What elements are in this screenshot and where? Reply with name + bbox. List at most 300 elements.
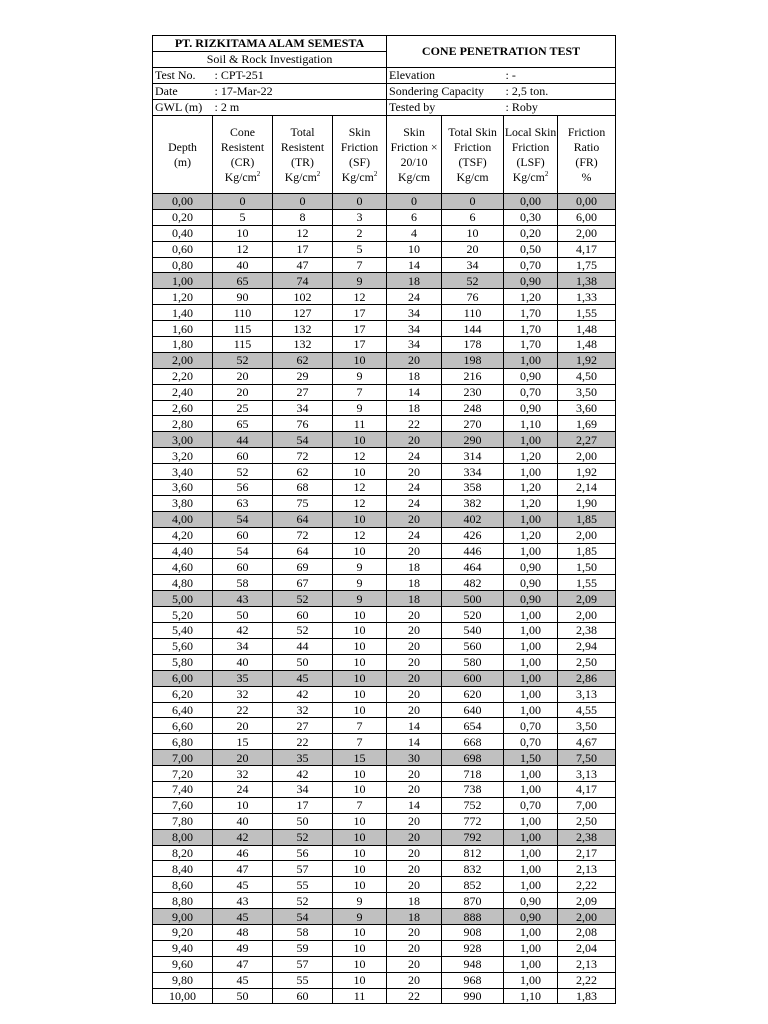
cell-total-resistent: 44 bbox=[273, 638, 333, 654]
table-row bbox=[153, 972, 616, 988]
cell-skin-friction: 10 bbox=[333, 924, 387, 940]
table-row bbox=[153, 956, 616, 972]
cell-total-skin-friction: 198 bbox=[442, 352, 504, 368]
table-row bbox=[153, 734, 616, 750]
table-row bbox=[153, 750, 616, 766]
cell-skin-friction-x2: 34 bbox=[387, 337, 442, 353]
cell-total-skin-friction: 540 bbox=[442, 623, 504, 639]
table-row bbox=[153, 813, 616, 829]
cell-skin-friction: 9 bbox=[333, 559, 387, 575]
cell-depth: 9,40 bbox=[153, 940, 213, 956]
cell-cone-resistent: 54 bbox=[213, 511, 273, 527]
table-row bbox=[153, 305, 616, 321]
table-row bbox=[153, 924, 616, 940]
cell-skin-friction: 10 bbox=[333, 432, 387, 448]
cell-skin-friction: 7 bbox=[333, 718, 387, 734]
cell-skin-friction: 10 bbox=[333, 511, 387, 527]
cell-total-resistent: 54 bbox=[273, 432, 333, 448]
table-row bbox=[153, 686, 616, 702]
cell-total-resistent: 52 bbox=[273, 829, 333, 845]
cell-total-resistent: 17 bbox=[273, 797, 333, 813]
cell-cone-resistent: 65 bbox=[213, 273, 273, 289]
cell-friction-ratio: 0,00 bbox=[558, 194, 616, 210]
cell-cone-resistent: 52 bbox=[213, 352, 273, 368]
cell-cone-resistent: 42 bbox=[213, 623, 273, 639]
cell-skin-friction-x2: 20 bbox=[387, 877, 442, 893]
cell-skin-friction: 12 bbox=[333, 448, 387, 464]
cell-friction-ratio: 1,85 bbox=[558, 511, 616, 527]
cell-skin-friction-x2: 18 bbox=[387, 273, 442, 289]
cell-total-skin-friction: 580 bbox=[442, 654, 504, 670]
cell-total-resistent: 27 bbox=[273, 384, 333, 400]
cell-skin-friction-x2: 24 bbox=[387, 448, 442, 464]
cell-skin-friction: 7 bbox=[333, 384, 387, 400]
cell-total-resistent: 0 bbox=[273, 194, 333, 210]
cell-local-skin-friction: 1,10 bbox=[504, 416, 558, 432]
cell-cone-resistent: 60 bbox=[213, 559, 273, 575]
cell-skin-friction: 3 bbox=[333, 209, 387, 225]
col-unit: $Kg/cm^2$ bbox=[341, 169, 378, 184]
cell-cone-resistent: 54 bbox=[213, 543, 273, 559]
cell-depth: 0,20 bbox=[153, 209, 213, 225]
cell-local-skin-friction: 0,50 bbox=[504, 241, 558, 257]
table-row bbox=[153, 527, 616, 543]
cell-skin-friction: 9 bbox=[333, 909, 387, 925]
cell-local-skin-friction: 0,20 bbox=[504, 225, 558, 241]
cell-total-skin-friction: 668 bbox=[442, 734, 504, 750]
cell-total-skin-friction: 76 bbox=[442, 289, 504, 305]
cell-local-skin-friction: 1,00 bbox=[504, 686, 558, 702]
cell-friction-ratio: 4,50 bbox=[558, 368, 616, 384]
cell-total-resistent: 59 bbox=[273, 940, 333, 956]
cell-cone-resistent: 60 bbox=[213, 527, 273, 543]
col-abbr: (TR) bbox=[291, 154, 314, 169]
cell-total-skin-friction: 738 bbox=[442, 781, 504, 797]
table-row bbox=[153, 464, 616, 480]
cell-skin-friction: 0 bbox=[333, 194, 387, 210]
table-row bbox=[153, 575, 616, 591]
table-row bbox=[153, 241, 616, 257]
cell-skin-friction-x2: 20 bbox=[387, 607, 442, 623]
cell-depth: 4,00 bbox=[153, 511, 213, 527]
table-row bbox=[153, 893, 616, 909]
cell-depth: 1,40 bbox=[153, 305, 213, 321]
cell-cone-resistent: 65 bbox=[213, 416, 273, 432]
cell-cone-resistent: 32 bbox=[213, 766, 273, 782]
col-abbr: (m) bbox=[173, 154, 192, 169]
cell-cone-resistent: 20 bbox=[213, 384, 273, 400]
cell-local-skin-friction: 1,20 bbox=[504, 480, 558, 496]
cell-local-skin-friction: 1,20 bbox=[504, 527, 558, 543]
cell-local-skin-friction: 1,00 bbox=[504, 813, 558, 829]
table-row bbox=[153, 877, 616, 893]
cell-friction-ratio: 3,50 bbox=[558, 384, 616, 400]
cell-cone-resistent: 20 bbox=[213, 368, 273, 384]
cell-depth: 6,80 bbox=[153, 734, 213, 750]
cell-depth: 8,20 bbox=[153, 845, 213, 861]
cell-local-skin-friction: 1,00 bbox=[504, 845, 558, 861]
cell-cone-resistent: 5 bbox=[213, 209, 273, 225]
cell-cone-resistent: 10 bbox=[213, 225, 273, 241]
col-abbr: (SF) bbox=[349, 154, 371, 169]
cell-skin-friction: 10 bbox=[333, 352, 387, 368]
cell-skin-friction-x2: 20 bbox=[387, 352, 442, 368]
cell-cone-resistent: 115 bbox=[213, 321, 273, 337]
cell-depth: 4,40 bbox=[153, 543, 213, 559]
col-abbr: (LSF) bbox=[516, 154, 545, 169]
col-name: Total Skin Friction bbox=[448, 124, 497, 154]
col-unit: $Kg/cm^2$ bbox=[512, 169, 549, 184]
table-row bbox=[153, 670, 616, 686]
elevation-value: : - bbox=[504, 68, 616, 84]
cell-total-skin-friction: 560 bbox=[442, 638, 504, 654]
cell-skin-friction: 9 bbox=[333, 591, 387, 607]
cell-depth: 2,40 bbox=[153, 384, 213, 400]
cell-friction-ratio: 2,00 bbox=[558, 909, 616, 925]
cell-depth: 3,60 bbox=[153, 480, 213, 496]
cell-skin-friction: 10 bbox=[333, 766, 387, 782]
cell-total-resistent: 50 bbox=[273, 813, 333, 829]
cell-cone-resistent: 50 bbox=[213, 988, 273, 1004]
capacity-value: : 2,5 ton. bbox=[504, 84, 616, 100]
cell-total-skin-friction: 812 bbox=[442, 845, 504, 861]
cell-local-skin-friction: 1,10 bbox=[504, 988, 558, 1004]
cell-local-skin-friction: 1,00 bbox=[504, 654, 558, 670]
cell-skin-friction: 11 bbox=[333, 416, 387, 432]
cell-skin-friction: 9 bbox=[333, 368, 387, 384]
cell-skin-friction-x2: 22 bbox=[387, 416, 442, 432]
cell-total-resistent: 22 bbox=[273, 734, 333, 750]
cell-local-skin-friction: 1,00 bbox=[504, 877, 558, 893]
cell-depth: 10,00 bbox=[153, 988, 213, 1004]
cell-friction-ratio: 2,27 bbox=[558, 432, 616, 448]
table-row bbox=[153, 940, 616, 956]
cell-total-resistent: 72 bbox=[273, 527, 333, 543]
cell-total-skin-friction: 640 bbox=[442, 702, 504, 718]
table-row bbox=[153, 702, 616, 718]
cell-local-skin-friction: 1,00 bbox=[504, 464, 558, 480]
cell-local-skin-friction: 0,90 bbox=[504, 591, 558, 607]
table-row bbox=[153, 543, 616, 559]
cell-total-skin-friction: 968 bbox=[442, 972, 504, 988]
cell-total-skin-friction: 990 bbox=[442, 988, 504, 1004]
cell-skin-friction-x2: 20 bbox=[387, 829, 442, 845]
cell-cone-resistent: 45 bbox=[213, 909, 273, 925]
cell-depth: 7,80 bbox=[153, 813, 213, 829]
cell-skin-friction-x2: 18 bbox=[387, 893, 442, 909]
cell-total-resistent: 67 bbox=[273, 575, 333, 591]
cell-depth: 7,20 bbox=[153, 766, 213, 782]
cell-friction-ratio: 2,08 bbox=[558, 924, 616, 940]
table-row bbox=[153, 321, 616, 337]
cell-skin-friction-x2: 20 bbox=[387, 654, 442, 670]
cell-skin-friction: 10 bbox=[333, 845, 387, 861]
cell-friction-ratio: 2,50 bbox=[558, 654, 616, 670]
cell-skin-friction: 10 bbox=[333, 607, 387, 623]
table-row bbox=[153, 909, 616, 925]
cell-skin-friction: 9 bbox=[333, 400, 387, 416]
test-no-label: Test No. bbox=[153, 68, 213, 84]
table-row bbox=[153, 289, 616, 305]
cell-cone-resistent: 40 bbox=[213, 813, 273, 829]
cell-local-skin-friction: 1,00 bbox=[504, 829, 558, 845]
cell-cone-resistent: 50 bbox=[213, 607, 273, 623]
cell-skin-friction-x2: 18 bbox=[387, 400, 442, 416]
cell-friction-ratio: 1,55 bbox=[558, 305, 616, 321]
col-name: Skin Friction × 20/10 bbox=[390, 124, 438, 169]
cell-friction-ratio: 7,00 bbox=[558, 797, 616, 813]
col-header-friction-ratio bbox=[558, 116, 616, 194]
cell-total-skin-friction: 382 bbox=[442, 495, 504, 511]
cell-skin-friction: 15 bbox=[333, 750, 387, 766]
cell-total-skin-friction: 216 bbox=[442, 368, 504, 384]
cell-friction-ratio: 2,00 bbox=[558, 448, 616, 464]
col-name: Skin Friction bbox=[340, 124, 379, 154]
table-row bbox=[153, 448, 616, 464]
table-row bbox=[153, 607, 616, 623]
col-header-total-resistent bbox=[273, 116, 333, 194]
cell-total-resistent: 34 bbox=[273, 781, 333, 797]
cell-total-resistent: 57 bbox=[273, 861, 333, 877]
cell-depth: 1,20 bbox=[153, 289, 213, 305]
cell-depth: 7,40 bbox=[153, 781, 213, 797]
cell-skin-friction: 5 bbox=[333, 241, 387, 257]
cell-total-skin-friction: 20 bbox=[442, 241, 504, 257]
cell-friction-ratio: 2,17 bbox=[558, 845, 616, 861]
cell-friction-ratio: 1,38 bbox=[558, 273, 616, 289]
cell-local-skin-friction: 1,20 bbox=[504, 448, 558, 464]
cell-skin-friction-x2: 20 bbox=[387, 670, 442, 686]
cell-depth: 9,60 bbox=[153, 956, 213, 972]
date-label: Date bbox=[153, 84, 213, 100]
col-abbr: (TSF) bbox=[458, 154, 487, 169]
cell-friction-ratio: 2,94 bbox=[558, 638, 616, 654]
cell-skin-friction: 10 bbox=[333, 972, 387, 988]
cell-total-skin-friction: 520 bbox=[442, 607, 504, 623]
cell-total-resistent: 62 bbox=[273, 464, 333, 480]
cell-depth: 8,00 bbox=[153, 829, 213, 845]
cell-skin-friction: 10 bbox=[333, 956, 387, 972]
table-row bbox=[153, 988, 616, 1004]
cell-depth: 7,00 bbox=[153, 750, 213, 766]
cell-skin-friction: 10 bbox=[333, 670, 387, 686]
cell-total-skin-friction: 464 bbox=[442, 559, 504, 575]
cell-cone-resistent: 45 bbox=[213, 972, 273, 988]
cell-skin-friction-x2: 14 bbox=[387, 384, 442, 400]
cell-cone-resistent: 49 bbox=[213, 940, 273, 956]
cell-total-skin-friction: 34 bbox=[442, 257, 504, 273]
cell-total-skin-friction: 290 bbox=[442, 432, 504, 448]
cell-local-skin-friction: 0,00 bbox=[504, 194, 558, 210]
cell-depth: 5,40 bbox=[153, 623, 213, 639]
cell-skin-friction: 17 bbox=[333, 337, 387, 353]
cell-depth: 7,60 bbox=[153, 797, 213, 813]
cell-skin-friction: 17 bbox=[333, 321, 387, 337]
cell-local-skin-friction: 0,70 bbox=[504, 384, 558, 400]
cell-skin-friction: 10 bbox=[333, 686, 387, 702]
cell-total-skin-friction: 110 bbox=[442, 305, 504, 321]
table-row bbox=[153, 368, 616, 384]
cell-friction-ratio: 1,48 bbox=[558, 321, 616, 337]
cell-total-skin-friction: 6 bbox=[442, 209, 504, 225]
cell-skin-friction: 10 bbox=[333, 829, 387, 845]
cell-skin-friction: 12 bbox=[333, 527, 387, 543]
cell-skin-friction-x2: 20 bbox=[387, 972, 442, 988]
company-subtitle: Soil & Rock Investigation bbox=[153, 52, 387, 68]
cell-friction-ratio: 1,75 bbox=[558, 257, 616, 273]
cell-total-skin-friction: 948 bbox=[442, 956, 504, 972]
gwl-value: : 2 m bbox=[213, 100, 387, 116]
cell-depth: 5,00 bbox=[153, 591, 213, 607]
col-name: Depth bbox=[168, 139, 197, 154]
cell-friction-ratio: 4,17 bbox=[558, 241, 616, 257]
cell-local-skin-friction: 1,00 bbox=[504, 607, 558, 623]
cell-total-skin-friction: 654 bbox=[442, 718, 504, 734]
cell-local-skin-friction: 1,20 bbox=[504, 289, 558, 305]
cell-cone-resistent: 40 bbox=[213, 654, 273, 670]
cell-cone-resistent: 45 bbox=[213, 877, 273, 893]
cell-skin-friction: 10 bbox=[333, 623, 387, 639]
cell-cone-resistent: 10 bbox=[213, 797, 273, 813]
cell-local-skin-friction: 1,20 bbox=[504, 495, 558, 511]
cell-local-skin-friction: 0,90 bbox=[504, 893, 558, 909]
cell-total-resistent: 32 bbox=[273, 702, 333, 718]
cell-cone-resistent: 20 bbox=[213, 718, 273, 734]
cell-depth: 2,20 bbox=[153, 368, 213, 384]
cell-cone-resistent: 90 bbox=[213, 289, 273, 305]
cell-local-skin-friction: 1,00 bbox=[504, 956, 558, 972]
cell-skin-friction-x2: 20 bbox=[387, 543, 442, 559]
cell-total-resistent: 127 bbox=[273, 305, 333, 321]
cell-total-resistent: 60 bbox=[273, 988, 333, 1004]
cell-friction-ratio: 2,09 bbox=[558, 591, 616, 607]
col-header-depth bbox=[153, 116, 213, 194]
cell-friction-ratio: 1,50 bbox=[558, 559, 616, 575]
cell-cone-resistent: 110 bbox=[213, 305, 273, 321]
cell-cone-resistent: 20 bbox=[213, 750, 273, 766]
table-row bbox=[153, 623, 616, 639]
cell-total-resistent: 55 bbox=[273, 972, 333, 988]
cell-total-resistent: 132 bbox=[273, 321, 333, 337]
cell-total-resistent: 12 bbox=[273, 225, 333, 241]
cell-skin-friction-x2: 6 bbox=[387, 209, 442, 225]
cell-skin-friction: 10 bbox=[333, 638, 387, 654]
cell-friction-ratio: 4,67 bbox=[558, 734, 616, 750]
tested-by-value: : Roby bbox=[504, 100, 616, 116]
cell-depth: 6,60 bbox=[153, 718, 213, 734]
cell-total-skin-friction: 928 bbox=[442, 940, 504, 956]
table-row bbox=[153, 845, 616, 861]
cell-total-resistent: 47 bbox=[273, 257, 333, 273]
gwl-label: GWL (m) bbox=[153, 100, 213, 116]
date-value: : 17-Mar-22 bbox=[213, 84, 387, 100]
cell-skin-friction: 7 bbox=[333, 797, 387, 813]
cell-friction-ratio: 2,14 bbox=[558, 480, 616, 496]
cell-total-resistent: 102 bbox=[273, 289, 333, 305]
cell-total-resistent: 35 bbox=[273, 750, 333, 766]
cell-friction-ratio: 4,55 bbox=[558, 702, 616, 718]
cell-total-skin-friction: 698 bbox=[442, 750, 504, 766]
cell-skin-friction-x2: 18 bbox=[387, 591, 442, 607]
cell-skin-friction-x2: 22 bbox=[387, 988, 442, 1004]
capacity-label: Sondering Capacity bbox=[387, 84, 504, 100]
cell-skin-friction-x2: 18 bbox=[387, 575, 442, 591]
col-unit: % bbox=[581, 169, 592, 184]
cell-cone-resistent: 47 bbox=[213, 956, 273, 972]
cell-total-skin-friction: 482 bbox=[442, 575, 504, 591]
tested-by-label: Tested by bbox=[387, 100, 504, 116]
cell-cone-resistent: 44 bbox=[213, 432, 273, 448]
cell-skin-friction: 10 bbox=[333, 861, 387, 877]
cell-skin-friction-x2: 0 bbox=[387, 194, 442, 210]
cell-friction-ratio: 3,13 bbox=[558, 686, 616, 702]
cell-total-skin-friction: 10 bbox=[442, 225, 504, 241]
cell-depth: 6,00 bbox=[153, 670, 213, 686]
col-unit: $Kg/cm^2$ bbox=[284, 169, 321, 184]
col-name: Cone Resistent bbox=[220, 124, 265, 154]
cell-friction-ratio: 1,85 bbox=[558, 543, 616, 559]
cell-friction-ratio: 2,00 bbox=[558, 527, 616, 543]
col-header-total-skin-friction bbox=[442, 116, 504, 194]
cell-skin-friction-x2: 20 bbox=[387, 924, 442, 940]
cell-total-resistent: 42 bbox=[273, 766, 333, 782]
cell-cone-resistent: 63 bbox=[213, 495, 273, 511]
cell-friction-ratio: 2,22 bbox=[558, 972, 616, 988]
cell-depth: 1,60 bbox=[153, 321, 213, 337]
cell-skin-friction-x2: 20 bbox=[387, 638, 442, 654]
cell-cone-resistent: 25 bbox=[213, 400, 273, 416]
table-row bbox=[153, 511, 616, 527]
cell-local-skin-friction: 0,30 bbox=[504, 209, 558, 225]
cell-skin-friction-x2: 14 bbox=[387, 718, 442, 734]
cell-skin-friction-x2: 24 bbox=[387, 480, 442, 496]
cell-friction-ratio: 2,00 bbox=[558, 225, 616, 241]
cell-depth: 2,60 bbox=[153, 400, 213, 416]
cell-skin-friction-x2: 18 bbox=[387, 368, 442, 384]
cell-total-resistent: 17 bbox=[273, 241, 333, 257]
cell-total-resistent: 27 bbox=[273, 718, 333, 734]
cell-skin-friction-x2: 20 bbox=[387, 464, 442, 480]
table-row bbox=[153, 781, 616, 797]
cell-total-resistent: 69 bbox=[273, 559, 333, 575]
table-row bbox=[153, 829, 616, 845]
cell-total-resistent: 42 bbox=[273, 686, 333, 702]
table-row bbox=[153, 209, 616, 225]
cell-depth: 0,00 bbox=[153, 194, 213, 210]
cell-total-resistent: 76 bbox=[273, 416, 333, 432]
cell-total-skin-friction: 314 bbox=[442, 448, 504, 464]
table-row bbox=[153, 225, 616, 241]
cell-local-skin-friction: 1,00 bbox=[504, 861, 558, 877]
cell-depth: 2,00 bbox=[153, 352, 213, 368]
cell-friction-ratio: 6,00 bbox=[558, 209, 616, 225]
cell-friction-ratio: 1,48 bbox=[558, 337, 616, 353]
cell-skin-friction: 9 bbox=[333, 273, 387, 289]
cell-total-skin-friction: 270 bbox=[442, 416, 504, 432]
cell-local-skin-friction: 0,90 bbox=[504, 909, 558, 925]
cell-friction-ratio: 1,92 bbox=[558, 352, 616, 368]
col-header-skin-friction bbox=[333, 116, 387, 194]
table-row bbox=[153, 559, 616, 575]
cell-total-resistent: 8 bbox=[273, 209, 333, 225]
cell-local-skin-friction: 1,50 bbox=[504, 750, 558, 766]
cell-local-skin-friction: 1,00 bbox=[504, 972, 558, 988]
cell-skin-friction: 11 bbox=[333, 988, 387, 1004]
cell-local-skin-friction: 0,70 bbox=[504, 257, 558, 273]
cell-local-skin-friction: 0,70 bbox=[504, 734, 558, 750]
cell-local-skin-friction: 1,00 bbox=[504, 670, 558, 686]
cell-cone-resistent: 47 bbox=[213, 861, 273, 877]
